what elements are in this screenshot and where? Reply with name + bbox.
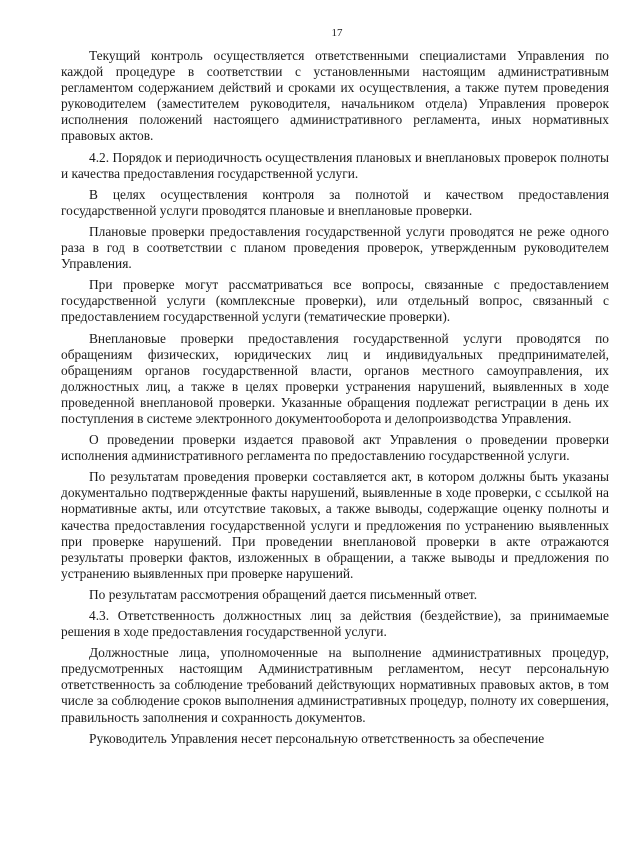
paragraph-written-reply: По результатам рассмотрения обращений дается письменный ответ.	[89, 586, 478, 602]
paragraph-unplanned-checks: Внеплановые проверки предоставления государственной услуги проводятся по обращениям физических, юридических лиц и индивидуальных предпринимателей, обращениям органов государственной власти, органов местного самоуправления, их должностных лиц, а также в целях проверки устранения нарушений, выявленных в ходе проведенной внеплановой проверки. Указанные обращения подлежат регистрации в день их поступления в системе электронного документооборота и делопроизводства Управления.	[61, 330, 609, 426]
page-number: 17	[331, 27, 343, 39]
document-body	[61, 48, 609, 747]
paragraph-control-purpose: В целях осуществления контроля за полнотой и качеством предоставления государственной услуги проводятся плановые и внеплановые проверки.	[61, 186, 609, 218]
paragraph-current-control: Текущий контроль осуществляется ответственными специалистами Управления по каждой процедуре в соответствии с установленными настоящим административным регламентом содержанием действий и сроками их осуществления, а также путем проведения руководителем (заместителем руководителя, начальником отдела) Управления проверок исполнения положений настоящего административного регламента, иных нормативных правовых актов.	[61, 48, 609, 144]
paragraph-check-results: По результатам проведения проверки составляется акт, в котором должны быть указаны документально подтвержденные факты нарушений, выявленные в ходе проверки, с ссылкой на нормативные акты, или отсутствие таковых, а также выводы, содержащие оценку полноты и качества предоставления государственной услуги и предложения по устранению выявленных при проверке нарушений. При проведении внеплановой проверки в акте отражаются результаты проверки фактов, изложенных в обращении, а также выводы и предложения по устранению выявленных при проверке нарушений.	[61, 469, 609, 581]
paragraph-planned-checks: Плановые проверки предоставления государственной услуги проводятся не реже одного раза в год в соответствии с планом проведения проверок, утвержденным руководителем Управления.	[61, 223, 609, 272]
paragraph-officials-responsibility: Должностные лица, уполномоченные на выполнение административных процедур, предусмотренных настоящим Административным регламентом, несут персональную ответственность за соблюдение требований действующих нормативных правовых актов, в том числе за соблюдение сроков выполнения административных процедур, полноту их совершения, правильность заполнения и сохранность документов.	[61, 645, 609, 725]
paragraph-legal-act: О проведении проверки издается правовой акт Управления о проведении проверки исполнения административного регламента по предоставлению государственной услуги.	[61, 432, 609, 464]
paragraph-check-scope: При проверке могут рассматриваться все вопросы, связанные с предоставлением государственной услуги (комплексные проверки), или отдельный вопрос, связанный с предоставлением государственной услуги (тематические проверки).	[61, 277, 609, 325]
heading-4-2: 4.2. Порядок и периодичность осуществления плановых и внеплановых проверок полноты и качества предоставления государственной услуги.	[61, 149, 609, 181]
heading-4-3: 4.3. Ответственность должностных лиц за действия (бездействие), за принимаемые решения в ходе предоставления государственной услуги.	[61, 608, 609, 640]
paragraph-head-responsibility: Руководитель Управления несет персональную ответственность за обеспечение	[89, 730, 545, 746]
